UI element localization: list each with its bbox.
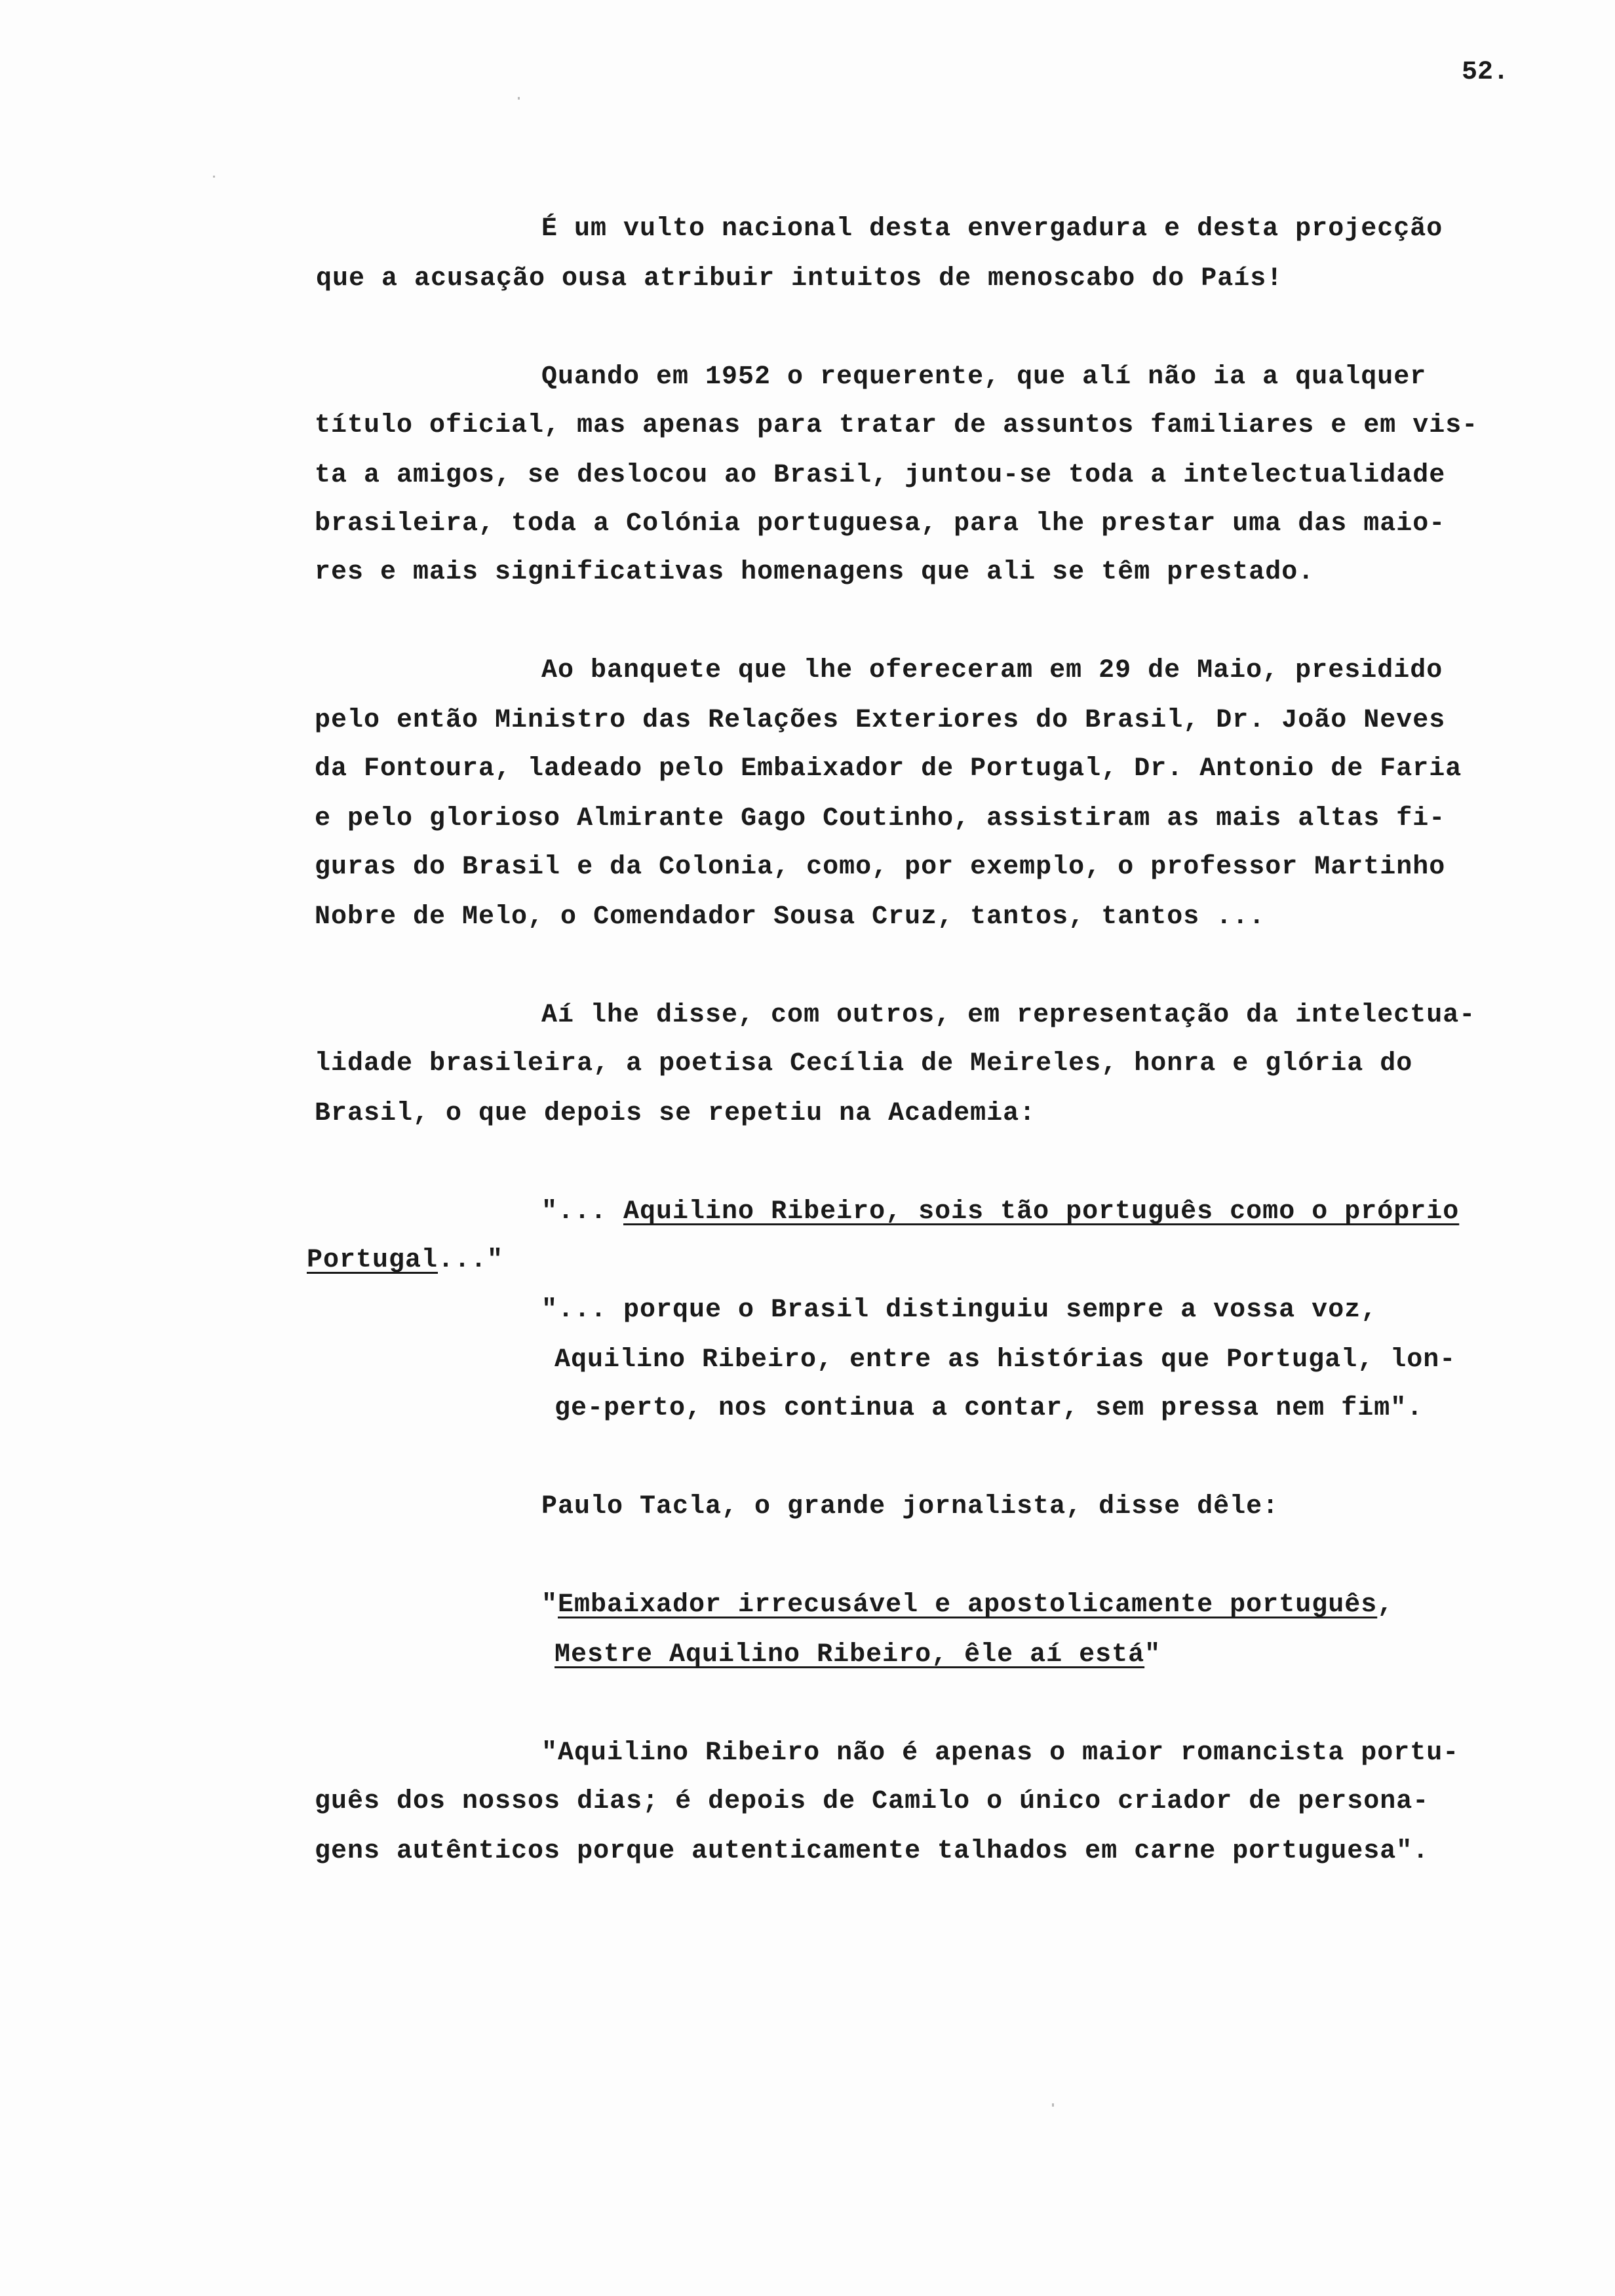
underlined-quote: Aquilino Ribeiro, sois tão português como o próprio (623, 1197, 1460, 1227)
text-line: pelo então Ministro das Relações Exteriores do Brasil, Dr. João Neves (315, 706, 1446, 735)
text-line: lidade brasileira, a poetisa Cecília de Meireles, honra e glória do (315, 1049, 1413, 1079)
text-line: Nobre de Melo, o Comendador Sousa Cruz, tantos, tantos ... (315, 902, 1266, 932)
quote-close: " (1144, 1640, 1161, 1670)
quote-comma: , (1377, 1590, 1394, 1620)
quote-line (307, 1245, 503, 1276)
text-line: Ao banquete que lhe ofereceram em 29 de Maio, presidido (541, 656, 1443, 685)
text-line: Quando em 1952 o requerente, que alí não ia a qualquer (541, 362, 1427, 392)
quote-line: "... porque o Brasil distinguiu sempre a vossa voz, (541, 1295, 1378, 1325)
quote-line: "Aquilino Ribeiro não é apenas o maior romancista portu- (541, 1738, 1460, 1768)
quote-line (541, 1196, 1459, 1228)
page-number: 52. (1462, 58, 1509, 87)
quote-line (541, 1590, 1393, 1621)
scan-speck (518, 97, 520, 100)
underlined-quote: Embaixador irrecusável e apostolicamente português (558, 1590, 1378, 1620)
text-line: Paulo Tacla, o grande jornalista, disse dêle: (541, 1492, 1279, 1521)
quote-open: "... (541, 1197, 624, 1227)
quote-line (555, 1639, 1161, 1671)
text-line: res e mais significativas homenagens que ali se têm prestado. (315, 558, 1315, 587)
text-line: brasileira, toda a Colónia portuguesa, para lhe prestar uma das maio- (315, 509, 1446, 539)
quote-line: guês dos nossos dias; é depois de Camilo o único criador de persona- (315, 1787, 1430, 1816)
text-line: Aí lhe disse, com outros, em representação da intelectua- (541, 1001, 1476, 1030)
underlined-quote: Portugal (307, 1246, 438, 1275)
text-line: e pelo glorioso Almirante Gago Coutinho, assistiram as mais altas fi- (315, 804, 1446, 833)
text-line: Brasil, o que depois se repetiu na Academia: (315, 1099, 1036, 1128)
text-line: que a acusação ousa atribuir intuitos de menoscabo do País! (316, 264, 1283, 294)
text-line: É um vulto nacional desta envergadura e desta projecção (541, 214, 1443, 244)
quote-close: ..." (438, 1246, 504, 1275)
quote-open: " (541, 1590, 558, 1620)
scan-speck (1052, 2103, 1054, 2107)
text-line: da Fontoura, ladeado pelo Embaixador de Portugal, Dr. Antonio de Faria (315, 754, 1462, 784)
text-line: guras do Brasil e da Colonia, como, por exemplo, o professor Martinho (315, 852, 1446, 882)
quote-line: ge-perto, nos continua a contar, sem pressa nem fim". (555, 1394, 1424, 1423)
text-line: título oficial, mas apenas para tratar de assuntos familiares e em vis- (315, 411, 1479, 440)
text-line: ta a amigos, se deslocou ao Brasil, juntou-se toda a intelectualidade (315, 461, 1446, 490)
underlined-quote: Mestre Aquilino Ribeiro, êle aí está (555, 1640, 1145, 1670)
scan-speck (213, 176, 215, 178)
quote-line: gens autênticos porque autenticamente talhados em carne portuguesa". (315, 1837, 1430, 1866)
quote-line: Aquilino Ribeiro, entre as histórias que Portugal, lon- (555, 1345, 1456, 1375)
